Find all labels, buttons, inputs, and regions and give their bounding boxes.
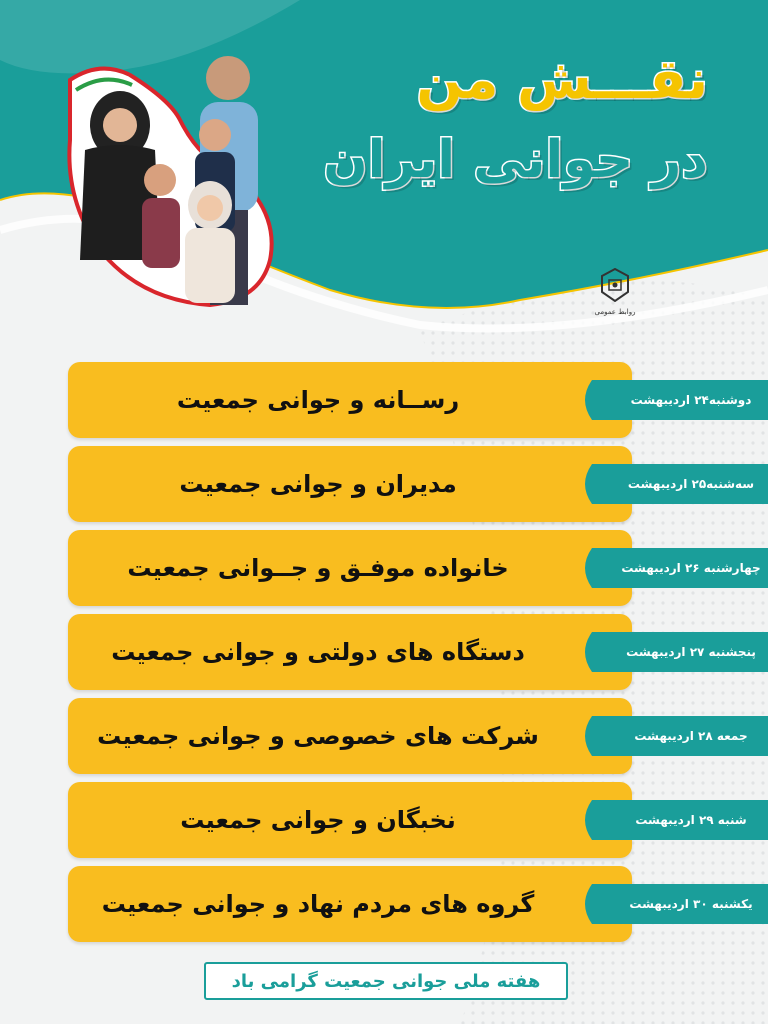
schedule-row	[68, 530, 761, 606]
topic-bar	[68, 614, 632, 690]
topic-bar	[68, 362, 632, 438]
date-tag	[578, 800, 768, 840]
schedule-row	[68, 446, 755, 522]
schedule-row	[68, 866, 753, 942]
date-label: دوشنبه۲۴ اردیبهشت	[630, 393, 752, 407]
footer-slogan: هفته ملی جوانی جمعیت گرامی باد	[204, 962, 568, 1000]
date-label: جمعه ۲۸ اردیبهشت	[634, 729, 748, 743]
poster-title-line2: در جوانی ایران	[323, 130, 708, 190]
topic-bar	[68, 446, 632, 522]
date-tag	[578, 548, 768, 588]
schedule-row	[68, 362, 752, 438]
topic-label: رســانه و جوانی جمعیت	[176, 386, 460, 414]
topic-label: شرکت های خصوصی و جوانی جمعیت	[97, 722, 539, 750]
date-label: یکشنبه ۳۰ اردیبهشت	[629, 897, 753, 911]
date-tag	[578, 464, 768, 504]
topic-bar	[68, 866, 632, 942]
topic-label: مدیران و جوانی جمعیت	[179, 470, 457, 498]
topic-label: خانواده موفـق و جــوانی جمعیت	[127, 554, 509, 582]
topic-bar	[68, 530, 632, 606]
topic-bar	[68, 698, 632, 774]
date-label: سه‌شنبه۲۵ اردیبهشت	[627, 477, 755, 491]
date-label: پنجشنبه ۲۷ اردیبهشت	[626, 645, 756, 659]
poster-title-line1: نقـــش من	[416, 48, 708, 111]
topic-bar	[68, 782, 632, 858]
date-tag	[578, 380, 768, 420]
topic-label: گروه های مردم نهاد و جوانی جمعیت	[101, 890, 535, 918]
date-tag	[578, 716, 768, 756]
schedule-row	[68, 698, 748, 774]
topic-label: نخبگان و جوانی جمعیت	[180, 806, 456, 834]
date-tag	[578, 632, 768, 672]
date-label: شنبه ۲۹ اردیبهشت	[635, 813, 747, 827]
schedule-row	[68, 782, 747, 858]
emblem-icon	[600, 268, 630, 302]
family-photo	[60, 30, 300, 310]
schedule-row	[68, 614, 756, 690]
date-tag	[578, 884, 768, 924]
date-label: چهارشنبه ۲۶ اردیبهشت	[621, 561, 761, 575]
topic-label: دستگاه های دولتی و جوانی جمعیت	[111, 638, 525, 666]
organization-logo	[590, 268, 640, 332]
logo-caption: روابط عمومی	[594, 308, 636, 316]
